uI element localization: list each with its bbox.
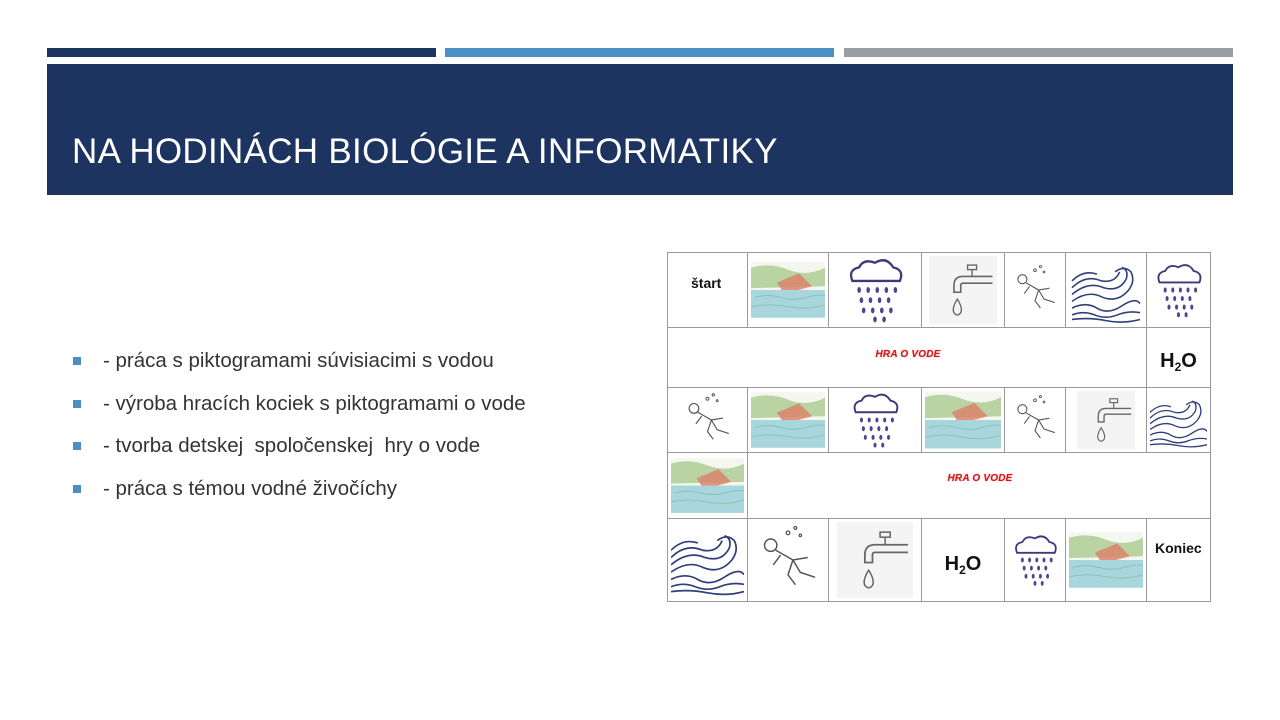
rain-cloud-icon xyxy=(832,391,918,449)
bullet-item: - tvorba detskej spoločenskej hry o vode xyxy=(72,431,526,474)
bullet-item: - výroba hracích kociek s piktogramami o vode xyxy=(72,389,526,432)
banner-cell xyxy=(667,327,1147,388)
board-cell xyxy=(828,387,922,453)
diver-icon xyxy=(1008,391,1062,449)
lake-icon xyxy=(751,391,825,449)
board-cell xyxy=(667,452,748,519)
water-board-game xyxy=(667,252,1211,602)
accent-bar-blue xyxy=(445,48,834,57)
diver-icon xyxy=(1008,256,1062,324)
board-cell xyxy=(747,518,829,602)
board-cell xyxy=(1004,518,1066,602)
board-cell xyxy=(1146,252,1211,328)
board-cell xyxy=(667,387,748,453)
bullet-list xyxy=(72,346,526,516)
rain-cloud-icon xyxy=(832,256,918,324)
board-cell-h2o xyxy=(1146,327,1211,388)
faucet-icon xyxy=(925,256,1001,324)
diver-icon xyxy=(671,391,744,449)
title-band xyxy=(47,64,1233,195)
faucet-icon xyxy=(1069,391,1143,449)
board-cell xyxy=(1065,518,1147,602)
h2o-label: $H_2O$ xyxy=(1160,350,1197,374)
rain-cloud-icon xyxy=(1008,522,1062,598)
board-cell xyxy=(828,518,922,602)
h2o-label: $H_2O$ xyxy=(944,553,982,577)
board-cell xyxy=(1146,387,1211,453)
board-cell xyxy=(1065,252,1147,328)
rain-cloud-icon xyxy=(1150,256,1207,324)
end-label: Koniec xyxy=(1155,540,1202,556)
faucet-icon xyxy=(832,522,918,598)
board-cell xyxy=(921,252,1005,328)
accent-bar-dark xyxy=(47,48,436,57)
banner-cell xyxy=(747,452,1211,519)
accent-bar-gray xyxy=(844,48,1233,57)
board-cell xyxy=(828,252,922,328)
game-banner: HRA O VODE xyxy=(875,349,941,360)
board-cell xyxy=(921,387,1005,453)
board-cell xyxy=(1004,252,1066,328)
slide-title: NA HODINÁCH BIOLÓGIE A INFORMATIKY xyxy=(72,132,778,171)
wave-icon xyxy=(1150,391,1207,449)
wave-icon xyxy=(1069,256,1143,324)
diver-icon xyxy=(751,522,825,598)
board-cell-h2o xyxy=(921,518,1005,602)
start-label: štart xyxy=(691,275,722,291)
board-cell-end xyxy=(1146,518,1211,602)
board-cell xyxy=(1065,387,1147,453)
game-banner: HRA O VODE xyxy=(947,473,1013,484)
lake-icon xyxy=(1069,522,1143,598)
wave-icon xyxy=(671,522,744,598)
board-cell xyxy=(747,252,829,328)
lake-icon xyxy=(671,456,744,515)
board-cell xyxy=(667,518,748,602)
board-cell xyxy=(1004,387,1066,453)
board-cell-start xyxy=(667,252,748,328)
lake-icon xyxy=(925,391,1001,449)
bullet-item: - práca s témou vodné živočíchy xyxy=(72,474,526,517)
bullet-item: - práca s piktogramami súvisiacimi s vodou xyxy=(72,346,526,389)
board-cell xyxy=(747,387,829,453)
lake-icon xyxy=(751,256,825,324)
